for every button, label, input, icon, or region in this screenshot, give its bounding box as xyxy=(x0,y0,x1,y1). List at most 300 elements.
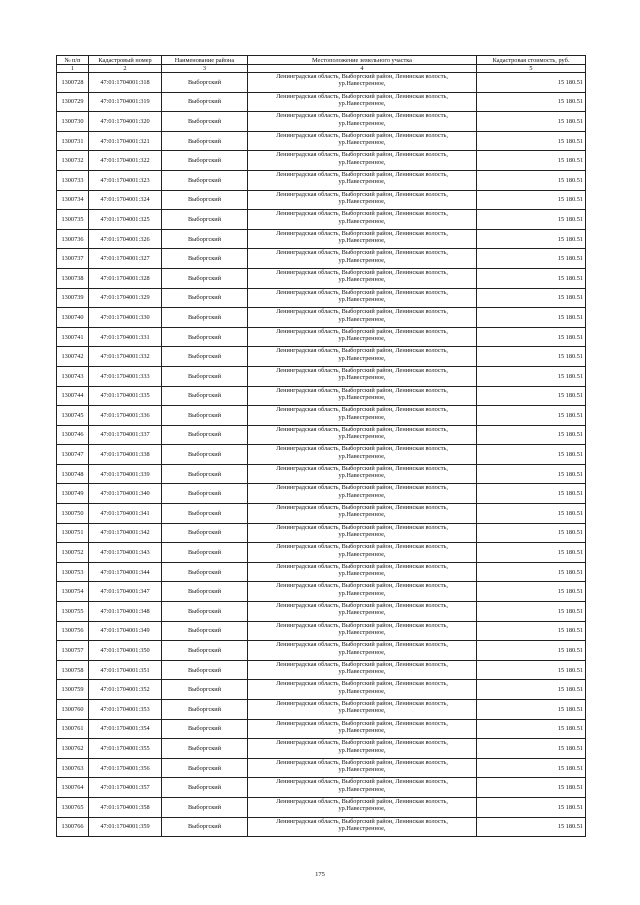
location-cell xyxy=(248,797,477,817)
location-cell xyxy=(248,582,477,602)
location-cell xyxy=(248,602,477,622)
row-number-cell: 1300757 xyxy=(57,641,89,661)
row-number-cell: 1300736 xyxy=(57,229,89,249)
location-cell xyxy=(248,719,477,739)
cadastral-number-cell: 47:01:1704001:322 xyxy=(89,151,162,171)
table-row xyxy=(57,170,586,190)
row-number-cell: 1300737 xyxy=(57,249,89,269)
location-line-2: ур.Навестренное, xyxy=(338,295,386,303)
location-cell xyxy=(248,504,477,524)
location-line-1: Ленинградская область, Выборгский район, Ленинская волость, xyxy=(276,562,448,570)
row-number-cell: 1300755 xyxy=(57,602,89,622)
location-line-2: ур.Навестренное, xyxy=(338,805,386,813)
location-cell xyxy=(248,758,477,778)
location-cell xyxy=(248,484,477,504)
location-line-2: ур.Навестренное, xyxy=(338,393,386,401)
cadastral-number-cell: 47:01:1704001:354 xyxy=(89,719,162,739)
district-cell: Выборгский xyxy=(162,543,248,563)
cadastral-number-cell: 47:01:1704001:358 xyxy=(89,797,162,817)
district-cell: Выборгский xyxy=(162,484,248,504)
location-line-1: Ленинградская область, Выборгский район, Ленинская волость, xyxy=(276,464,448,472)
district-cell: Выборгский xyxy=(162,170,248,190)
cadastral-value-cell: 15 180.51 xyxy=(477,523,586,543)
district-cell: Выборгский xyxy=(162,268,248,288)
row-number-cell: 1300739 xyxy=(57,288,89,308)
header-col-value: Кадастровая стоимость, руб. xyxy=(477,56,586,65)
district-cell: Выборгский xyxy=(162,92,248,112)
location-line-1: Ленинградская область, Выборгский район, Ленинская волость, xyxy=(276,386,448,394)
location-line-2: ур.Навестренное, xyxy=(338,766,386,774)
location-cell xyxy=(248,288,477,308)
location-line-2: ур.Навестренное, xyxy=(338,315,386,323)
location-cell xyxy=(248,249,477,269)
row-number-cell: 1300765 xyxy=(57,797,89,817)
location-cell xyxy=(248,680,477,700)
table-row xyxy=(57,660,586,680)
location-line-2: ур.Навестренное, xyxy=(338,452,386,460)
district-cell: Выборгский xyxy=(162,308,248,328)
location-cell xyxy=(248,778,477,798)
table-row xyxy=(57,582,586,602)
location-line-2: ур.Навестренное, xyxy=(338,727,386,734)
location-cell xyxy=(248,700,477,720)
cadastral-number-cell: 47:01:1704001:350 xyxy=(89,641,162,661)
district-cell: Выборгский xyxy=(162,366,248,386)
header-col-cadastral: Кадастровый номер xyxy=(89,56,162,65)
location-line-1: Ленинградская область, Выборгский район, Ленинская волость, xyxy=(276,249,448,257)
table-row xyxy=(57,758,586,778)
location-line-1: Ленинградская область, Выборгский район, Ленинская волость, xyxy=(276,229,448,237)
cadastral-number-cell: 47:01:1704001:331 xyxy=(89,327,162,347)
table-row xyxy=(57,445,586,465)
location-cell xyxy=(248,112,477,132)
location-cell xyxy=(248,151,477,171)
cadastral-number-cell: 47:01:1704001:337 xyxy=(89,425,162,445)
location-cell xyxy=(248,170,477,190)
row-number-cell: 1300748 xyxy=(57,464,89,484)
location-line-2: ур.Навестренное, xyxy=(338,609,386,617)
table-row xyxy=(57,268,586,288)
cadastral-value-cell: 15 180.51 xyxy=(477,700,586,720)
location-line-2: ур.Навестренное, xyxy=(338,531,386,539)
cadastral-value-cell: 15 180.51 xyxy=(477,73,586,93)
row-number-cell: 1300744 xyxy=(57,386,89,406)
location-cell xyxy=(248,641,477,661)
cadastral-value-cell: 15 180.51 xyxy=(477,366,586,386)
location-line-2: ур.Навестренное, xyxy=(338,648,386,656)
row-number-cell: 1300732 xyxy=(57,151,89,171)
cadastral-value-cell: 15 180.51 xyxy=(477,817,586,837)
location-line-1: Ленинградская область, Выборгский район, Ленинская волость, xyxy=(276,268,448,276)
location-cell xyxy=(248,739,477,759)
table-row xyxy=(57,151,586,171)
cadastral-number-cell: 47:01:1704001:333 xyxy=(89,366,162,386)
location-line-1: Ленинградская область, Выборгский район, Ленинская волость, xyxy=(276,327,448,335)
cadastral-number-cell: 47:01:1704001:351 xyxy=(89,660,162,680)
location-line-2: ур.Навестренное, xyxy=(338,158,386,166)
district-cell: Выборгский xyxy=(162,190,248,210)
location-line-2: ур.Навестренное, xyxy=(338,100,386,107)
district-cell: Выборгский xyxy=(162,464,248,484)
location-line-1: Ленинградская область, Выборгский район, Ленинская волость, xyxy=(276,797,448,805)
location-line-2: ур.Навестренное, xyxy=(338,237,386,245)
location-cell xyxy=(248,445,477,465)
cadastral-number-cell: 47:01:1704001:344 xyxy=(89,562,162,582)
table-row xyxy=(57,229,586,249)
row-number-cell: 1300752 xyxy=(57,543,89,563)
row-number-cell: 1300756 xyxy=(57,621,89,641)
table-row xyxy=(57,778,586,798)
table-row xyxy=(57,327,586,347)
district-cell: Выборгский xyxy=(162,406,248,426)
location-cell xyxy=(248,621,477,641)
location-line-2: ур.Навестренное, xyxy=(338,374,386,382)
table-row xyxy=(57,92,586,112)
district-cell: Выборгский xyxy=(162,112,248,132)
cadastral-number-cell: 47:01:1704001:348 xyxy=(89,602,162,622)
district-cell: Выборгский xyxy=(162,562,248,582)
table-row xyxy=(57,73,586,93)
location-cell xyxy=(248,562,477,582)
row-number-cell: 1300762 xyxy=(57,739,89,759)
row-number-cell: 1300740 xyxy=(57,308,89,328)
row-number-cell: 1300761 xyxy=(57,719,89,739)
column-number: 1 xyxy=(57,65,89,73)
cadastral-number-cell: 47:01:1704001:336 xyxy=(89,406,162,426)
district-cell: Выборгский xyxy=(162,249,248,269)
table-row xyxy=(57,719,586,739)
cadastral-value-cell: 15 180.51 xyxy=(477,425,586,445)
location-line-1: Ленинградская область, Выборгский район, Ленинская волость, xyxy=(276,406,448,414)
district-cell: Выборгский xyxy=(162,641,248,661)
location-line-1: Ленинградская область, Выборгский район, Ленинская волость, xyxy=(276,621,448,629)
table-row xyxy=(57,425,586,445)
row-number-cell: 1300745 xyxy=(57,406,89,426)
table-row xyxy=(57,190,586,210)
table-row xyxy=(57,366,586,386)
location-line-1: Ленинградская область, Выборгский район, Ленинская волость, xyxy=(276,523,448,531)
location-line-2: ур.Навестренное, xyxy=(338,217,386,225)
location-line-1: Ленинградская область, Выборгский район, Ленинская волость, xyxy=(276,151,448,159)
cadastral-number-cell: 47:01:1704001:325 xyxy=(89,210,162,230)
row-number-cell: 1300741 xyxy=(57,327,89,347)
location-line-2: ур.Навестренное, xyxy=(338,139,386,147)
row-number-cell: 1300760 xyxy=(57,700,89,720)
row-number-cell: 1300729 xyxy=(57,92,89,112)
location-line-1: Ленинградская область, Выборгский район, Ленинская волость, xyxy=(276,758,448,766)
district-cell: Выборгский xyxy=(162,660,248,680)
district-cell: Выборгский xyxy=(162,621,248,641)
location-cell xyxy=(248,131,477,151)
cadastral-value-cell: 15 180.51 xyxy=(477,719,586,739)
table-row xyxy=(57,112,586,132)
column-number: 3 xyxy=(162,65,248,73)
cadastral-value-cell: 15 180.51 xyxy=(477,543,586,563)
location-line-2: ур.Навестренное, xyxy=(338,707,386,715)
location-cell xyxy=(248,268,477,288)
district-cell: Выборгский xyxy=(162,739,248,759)
location-line-2: ур.Навестренное, xyxy=(338,256,386,264)
row-number-cell: 1300747 xyxy=(57,445,89,465)
cadastral-value-cell: 15 180.51 xyxy=(477,170,586,190)
district-cell: Выборгский xyxy=(162,425,248,445)
cadastral-value-cell: 15 180.51 xyxy=(477,151,586,171)
cadastral-table xyxy=(56,55,586,837)
location-cell xyxy=(248,347,477,367)
table-row xyxy=(57,680,586,700)
cadastral-value-cell: 15 180.51 xyxy=(477,288,586,308)
cadastral-number-cell: 47:01:1704001:321 xyxy=(89,131,162,151)
location-line-1: Ленинградская область, Выборгский район, Ленинская волость, xyxy=(276,210,448,218)
cadastral-value-cell: 15 180.51 xyxy=(477,308,586,328)
cadastral-number-cell: 47:01:1704001:353 xyxy=(89,700,162,720)
row-number-cell: 1300750 xyxy=(57,504,89,524)
header-row xyxy=(57,56,586,65)
table-row xyxy=(57,700,586,720)
table-row xyxy=(57,641,586,661)
district-cell: Выборгский xyxy=(162,719,248,739)
cadastral-value-cell: 15 180.51 xyxy=(477,249,586,269)
cadastral-number-cell: 47:01:1704001:355 xyxy=(89,739,162,759)
cadastral-value-cell: 15 180.51 xyxy=(477,445,586,465)
cadastral-number-cell: 47:01:1704001:339 xyxy=(89,464,162,484)
cadastral-number-cell: 47:01:1704001:340 xyxy=(89,484,162,504)
table-row xyxy=(57,602,586,622)
row-number-cell: 1300733 xyxy=(57,170,89,190)
cadastral-value-cell: 15 180.51 xyxy=(477,131,586,151)
location-line-2: ур.Навестренное, xyxy=(338,119,386,127)
district-cell: Выборгский xyxy=(162,131,248,151)
location-line-2: ур.Навестренное, xyxy=(338,687,386,695)
column-number: 2 xyxy=(89,65,162,73)
row-number-cell: 1300763 xyxy=(57,758,89,778)
location-cell xyxy=(248,425,477,445)
location-line-2: ур.Навестренное, xyxy=(338,335,386,343)
cadastral-value-cell: 15 180.51 xyxy=(477,484,586,504)
district-cell: Выборгский xyxy=(162,288,248,308)
cadastral-value-cell: 15 180.51 xyxy=(477,602,586,622)
location-line-2: ур.Навестренное, xyxy=(338,570,386,578)
location-line-1: Ленинградская область, Выборгский район, Ленинская волость, xyxy=(276,660,448,668)
location-cell xyxy=(248,386,477,406)
cadastral-number-cell: 47:01:1704001:318 xyxy=(89,73,162,93)
cadastral-value-cell: 15 180.51 xyxy=(477,210,586,230)
column-number-row xyxy=(57,65,586,73)
table-row xyxy=(57,288,586,308)
cadastral-value-cell: 15 180.51 xyxy=(477,680,586,700)
district-cell: Выборгский xyxy=(162,582,248,602)
cadastral-value-cell: 15 180.51 xyxy=(477,660,586,680)
location-line-1: Ленинградская область, Выборгский район, Ленинская волость, xyxy=(276,543,448,551)
cadastral-value-cell: 15 180.51 xyxy=(477,562,586,582)
row-number-cell: 1300731 xyxy=(57,131,89,151)
location-line-2: ур.Навестренное, xyxy=(338,433,386,441)
location-line-2: ур.Навестренное, xyxy=(338,629,386,637)
cadastral-number-cell: 47:01:1704001:356 xyxy=(89,758,162,778)
page-number: 175 xyxy=(315,871,325,878)
row-number-cell: 1300754 xyxy=(57,582,89,602)
location-line-1: Ленинградская область, Выборгский район, Ленинская волость, xyxy=(276,719,448,727)
cadastral-value-cell: 15 180.51 xyxy=(477,582,586,602)
cadastral-number-cell: 47:01:1704001:335 xyxy=(89,386,162,406)
location-cell xyxy=(248,817,477,837)
location-line-1: Ленинградская область, Выборгский район, Ленинская волость, xyxy=(276,778,448,786)
location-cell xyxy=(248,210,477,230)
cadastral-value-cell: 15 180.51 xyxy=(477,739,586,759)
district-cell: Выборгский xyxy=(162,680,248,700)
location-line-1: Ленинградская область, Выборгский район, Ленинская волость, xyxy=(276,700,448,707)
location-line-1: Ленинградская область, Выборгский район, Ленинская волость, xyxy=(276,131,448,139)
column-number: 4 xyxy=(248,65,477,73)
row-number-cell: 1300742 xyxy=(57,347,89,367)
location-line-2: ур.Навестренное, xyxy=(338,276,386,284)
cadastral-value-cell: 15 180.51 xyxy=(477,229,586,249)
document-page xyxy=(56,55,585,837)
row-number-cell: 1300758 xyxy=(57,660,89,680)
location-line-1: Ленинградская область, Выборгский район, Ленинская волость, xyxy=(276,92,448,100)
location-line-2: ур.Навестренное, xyxy=(338,178,386,186)
cadastral-number-cell: 47:01:1704001:359 xyxy=(89,817,162,837)
location-line-2: ур.Навестренное, xyxy=(338,550,386,558)
cadastral-value-cell: 15 180.51 xyxy=(477,641,586,661)
table-row xyxy=(57,249,586,269)
table-row xyxy=(57,308,586,328)
cadastral-value-cell: 15 180.51 xyxy=(477,406,586,426)
district-cell: Выборгский xyxy=(162,327,248,347)
location-line-1: Ленинградская область, Выборгский район, Ленинская волость, xyxy=(276,641,448,649)
district-cell: Выборгский xyxy=(162,523,248,543)
cadastral-number-cell: 47:01:1704001:349 xyxy=(89,621,162,641)
header-col-number: № п/п xyxy=(57,56,89,65)
location-cell xyxy=(248,327,477,347)
row-number-cell: 1300746 xyxy=(57,425,89,445)
table-row xyxy=(57,523,586,543)
cadastral-number-cell: 47:01:1704001:357 xyxy=(89,778,162,798)
cadastral-number-cell: 47:01:1704001:347 xyxy=(89,582,162,602)
location-line-1: Ленинградская область, Выборгский район, Ленинская волость, xyxy=(276,366,448,374)
district-cell: Выборгский xyxy=(162,386,248,406)
district-cell: Выборгский xyxy=(162,602,248,622)
table-row xyxy=(57,131,586,151)
district-cell: Выборгский xyxy=(162,778,248,798)
location-line-1: Ленинградская область, Выборгский район, Ленинская волость, xyxy=(276,504,448,512)
row-number-cell: 1300766 xyxy=(57,817,89,837)
location-line-2: ур.Навестренное, xyxy=(338,824,386,832)
location-line-1: Ленинградская область, Выборгский район, Ленинская волость, xyxy=(276,602,448,610)
row-number-cell: 1300751 xyxy=(57,523,89,543)
header-col-district: Наименование района xyxy=(162,56,248,65)
cadastral-number-cell: 47:01:1704001:323 xyxy=(89,170,162,190)
location-cell xyxy=(248,229,477,249)
location-cell xyxy=(248,523,477,543)
cadastral-number-cell: 47:01:1704001:338 xyxy=(89,445,162,465)
cadastral-value-cell: 15 180.51 xyxy=(477,347,586,367)
table-row xyxy=(57,347,586,367)
row-number-cell: 1300728 xyxy=(57,73,89,93)
cadastral-value-cell: 15 180.51 xyxy=(477,758,586,778)
district-cell: Выборгский xyxy=(162,210,248,230)
location-line-2: ур.Навестренное, xyxy=(338,511,386,519)
table-row xyxy=(57,797,586,817)
location-line-1: Ленинградская область, Выборгский район, Ленинская волость, xyxy=(276,680,448,688)
location-line-2: ур.Навестренное, xyxy=(338,491,386,499)
cadastral-number-cell: 47:01:1704001:328 xyxy=(89,268,162,288)
table-row xyxy=(57,406,586,426)
district-cell: Выборгский xyxy=(162,151,248,171)
location-cell xyxy=(248,308,477,328)
location-line-2: ур.Навестренное, xyxy=(338,668,386,676)
table-header xyxy=(57,56,586,73)
cadastral-number-cell: 47:01:1704001:352 xyxy=(89,680,162,700)
location-cell xyxy=(248,464,477,484)
location-line-2: ур.Навестренное, xyxy=(338,589,386,597)
row-number-cell: 1300759 xyxy=(57,680,89,700)
location-line-2: ур.Навестренное, xyxy=(338,413,386,421)
cadastral-value-cell: 15 180.51 xyxy=(477,386,586,406)
cadastral-number-cell: 47:01:1704001:327 xyxy=(89,249,162,269)
location-line-1: Ленинградская область, Выборгский район, Ленинская волость, xyxy=(276,817,448,825)
cadastral-value-cell: 15 180.51 xyxy=(477,190,586,210)
table-row xyxy=(57,621,586,641)
district-cell: Выборгский xyxy=(162,758,248,778)
location-line-1: Ленинградская область, Выборгский район, Ленинская волость, xyxy=(276,582,448,590)
location-line-1: Ленинградская область, Выборгский район, Ленинская волость, xyxy=(276,190,448,198)
table-row xyxy=(57,543,586,563)
table-row xyxy=(57,562,586,582)
cadastral-number-cell: 47:01:1704001:332 xyxy=(89,347,162,367)
location-line-1: Ленинградская область, Выборгский район, Ленинская волость, xyxy=(276,73,448,80)
location-line-2: ур.Навестренное, xyxy=(338,354,386,362)
location-line-2: ур.Навестренное, xyxy=(338,197,386,205)
district-cell: Выборгский xyxy=(162,347,248,367)
location-line-1: Ленинградская область, Выборгский район, Ленинская волость, xyxy=(276,484,448,492)
table-row xyxy=(57,817,586,837)
cadastral-number-cell: 47:01:1704001:342 xyxy=(89,523,162,543)
cadastral-number-cell: 47:01:1704001:320 xyxy=(89,112,162,132)
cadastral-value-cell: 15 180.51 xyxy=(477,504,586,524)
row-number-cell: 1300734 xyxy=(57,190,89,210)
cadastral-number-cell: 47:01:1704001:343 xyxy=(89,543,162,563)
location-line-1: Ленинградская область, Выборгский район, Ленинская волость, xyxy=(276,112,448,120)
table-row xyxy=(57,739,586,759)
location-cell xyxy=(248,406,477,426)
location-line-2: ур.Навестренное, xyxy=(338,472,386,480)
location-line-1: Ленинградская область, Выборгский район, Ленинская волость, xyxy=(276,347,448,355)
location-line-1: Ленинградская область, Выборгский район, Ленинская волость, xyxy=(276,170,448,178)
row-number-cell: 1300738 xyxy=(57,268,89,288)
location-line-1: Ленинградская область, Выборгский район, Ленинская волость, xyxy=(276,288,448,296)
table-row xyxy=(57,210,586,230)
district-cell: Выборгский xyxy=(162,700,248,720)
row-number-cell: 1300730 xyxy=(57,112,89,132)
row-number-cell: 1300764 xyxy=(57,778,89,798)
district-cell: Выборгский xyxy=(162,504,248,524)
location-line-1: Ленинградская область, Выборгский район, Ленинская волость, xyxy=(276,425,448,433)
location-line-1: Ленинградская область, Выборгский район, Ленинская волость, xyxy=(276,445,448,453)
location-line-2: ур.Навестренное, xyxy=(338,746,386,754)
cadastral-value-cell: 15 180.51 xyxy=(477,797,586,817)
district-cell: Выборгский xyxy=(162,797,248,817)
header-col-location: Местоположение земельного участка xyxy=(248,56,477,65)
cadastral-number-cell: 47:01:1704001:324 xyxy=(89,190,162,210)
location-cell xyxy=(248,73,477,93)
cadastral-number-cell: 47:01:1704001:326 xyxy=(89,229,162,249)
cadastral-number-cell: 47:01:1704001:319 xyxy=(89,92,162,112)
cadastral-value-cell: 15 180.51 xyxy=(477,112,586,132)
location-cell xyxy=(248,660,477,680)
location-cell xyxy=(248,366,477,386)
table-body xyxy=(57,73,586,837)
